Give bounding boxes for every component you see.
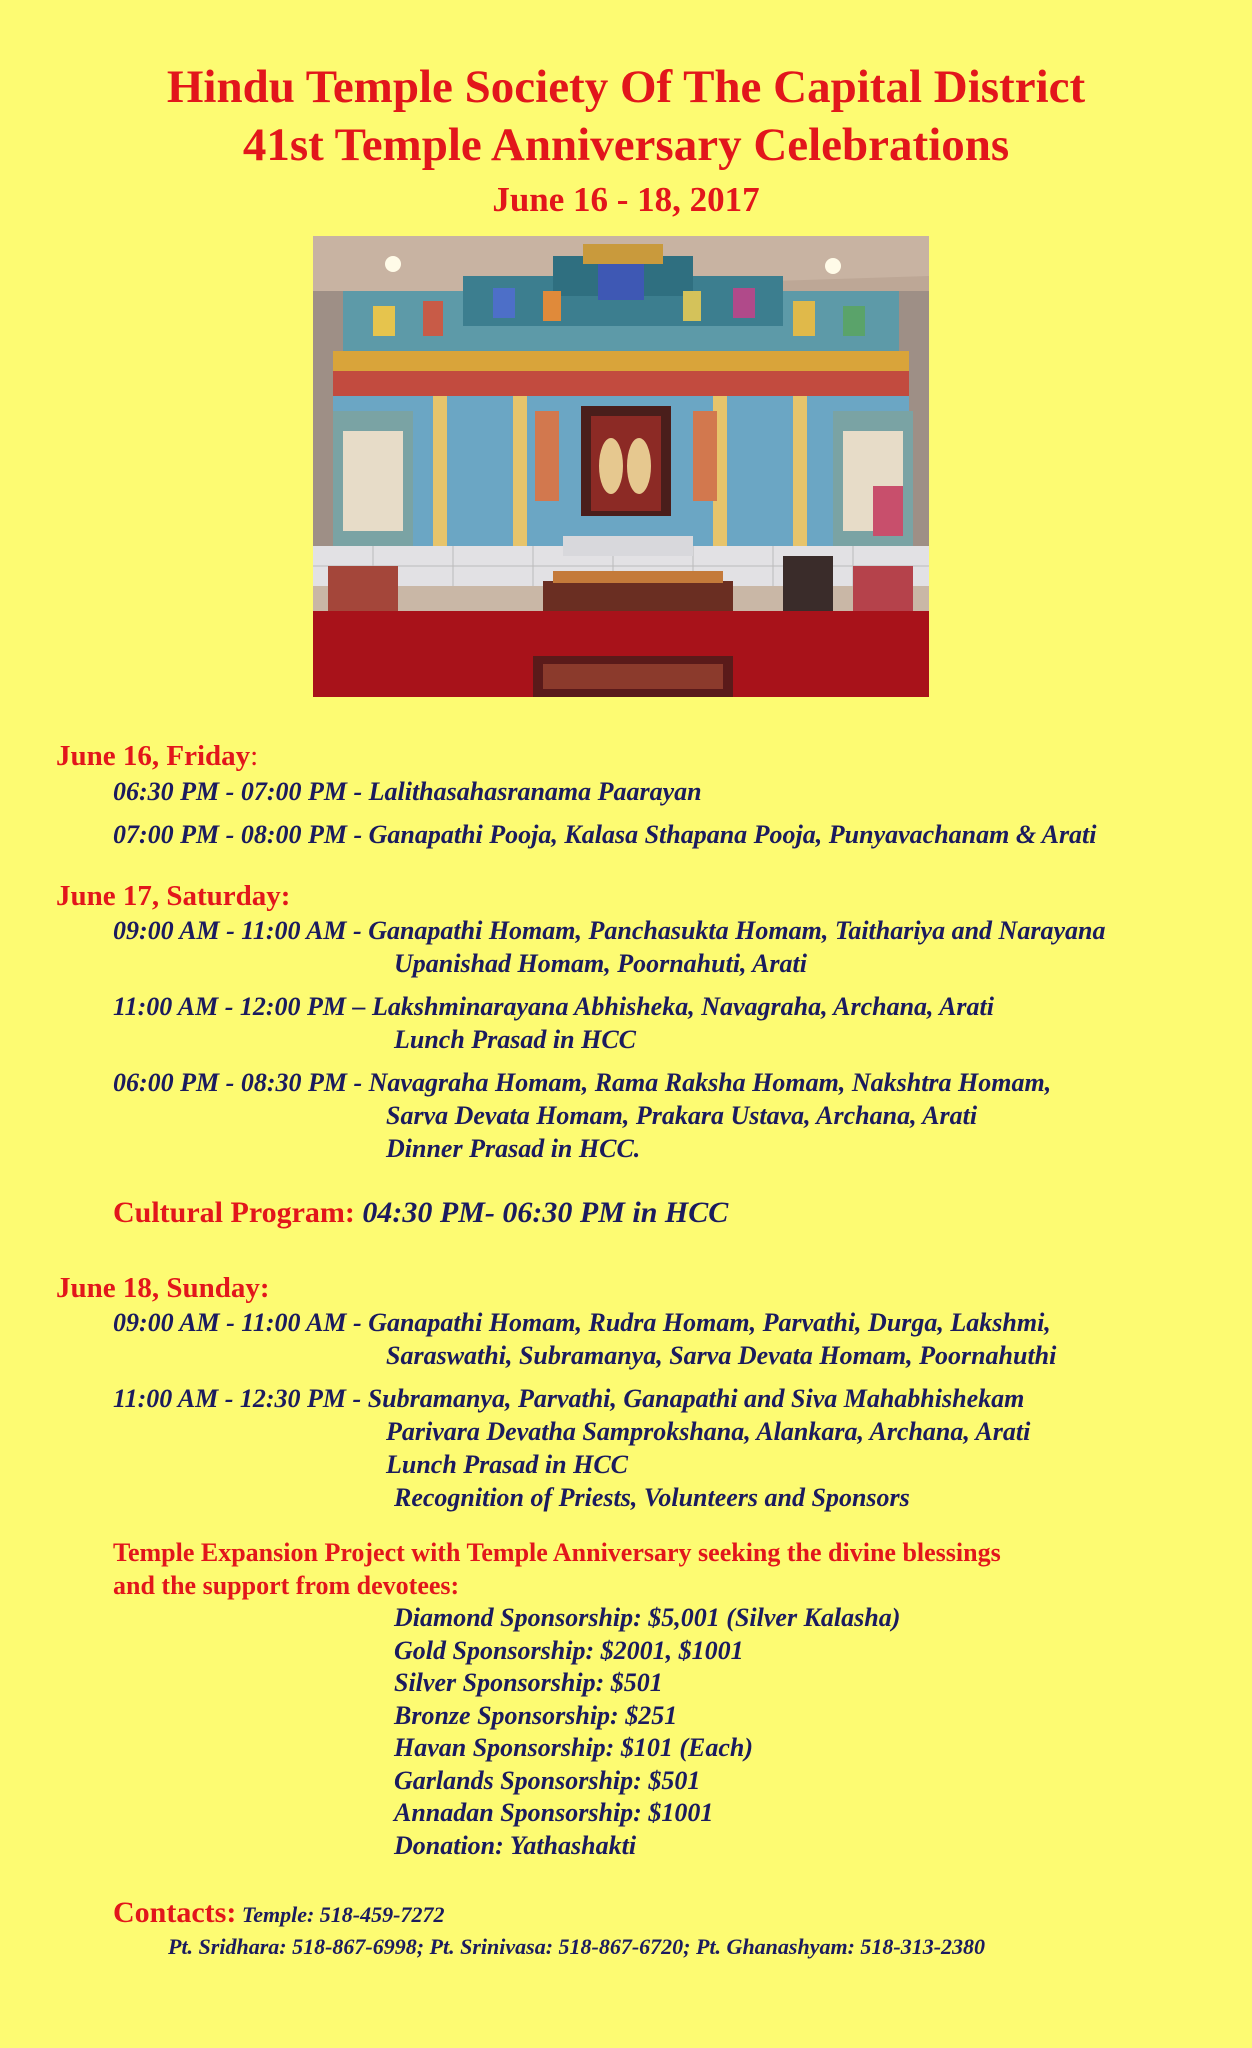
poster-title: Hindu Temple Society Of The Capital District [166, 61, 1086, 113]
day2-heading: June 17, Saturday: [56, 880, 291, 912]
priest-contacts: Pt. Sridhara: 518-867-6998; Pt. Srinivasa: 518-867-6720; Pt. Ghanashyam: 518-313-2380 [168, 1934, 986, 1959]
day1-item-1: 06:30 PM - 07:00 PM - Lalithasahasranama Paarayan [113, 777, 702, 806]
day3-item1-line1: 09:00 AM - 11:00 AM - Ganapathi Homam, Rudra Homam, Parvathi, Durga, Lakshmi, [113, 1308, 1051, 1337]
day2-item3-line1: 06:00 PM - 08:30 PM - Navagraha Homam, Rama Raksha Homam, Nakshtra Homam, [113, 1068, 1052, 1097]
temple-photo [313, 236, 929, 697]
sponsorship-bronze: Bronze Sponsorship: $251 [394, 1701, 678, 1730]
sponsorship-silver: Silver Sponsorship: $501 [394, 1668, 663, 1697]
day2-item1-line2: Upanishad Homam, Poornahuti, Arati [394, 949, 807, 978]
sponsorship-gold: Gold Sponsorship: $2001, $1001 [394, 1636, 744, 1665]
expansion-line2: and the support from devotees: [113, 1571, 460, 1600]
sponsorship-diamond: Diamond Sponsorship: $5,001 (Silver Kalasha) [394, 1603, 901, 1632]
day1-heading: June 16, Friday: [56, 740, 259, 772]
sponsorship-havan: Havan Sponsorship: $101 (Each) [394, 1733, 753, 1762]
day2-item3-line2: Sarva Devata Homam, Prakara Ustava, Archana, Arati [386, 1101, 978, 1130]
day3-item2-line2: Parivara Devatha Samprokshana, Alankara, Archana, Arati [386, 1417, 1031, 1446]
sponsorship-garlands: Garlands Sponsorship: $501 [394, 1766, 701, 1795]
day2-item1-line1: 09:00 AM - 11:00 AM - Ganapathi Homam, Panchasukta Homam, Taithariya and Narayana [113, 916, 1106, 945]
day3-item2-line4: Recognition of Priests, Volunteers and Sponsors [394, 1483, 910, 1512]
event-dates: June 16 - 18, 2017 [492, 180, 760, 219]
contacts: Contacts: Temple: 518-459-7272 [113, 1896, 445, 1929]
sponsorship-annadan: Annadan Sponsorship: $1001 [394, 1798, 714, 1827]
day2-item2-line1: 11:00 AM - 12:00 PM – Lakshminarayana Abhisheka, Navagraha, Archana, Arati [113, 992, 994, 1021]
day1-item-2: 07:00 PM - 08:00 PM - Ganapathi Pooja, Kalasa Sthapana Pooja, Punyavachanam & Arati [113, 820, 1097, 849]
day3-item2-line3: Lunch Prasad in HCC [386, 1450, 629, 1479]
poster-subtitle: 41st Temple Anniversary Celebrations [242, 119, 1010, 171]
donation: Donation: Yathashakti [394, 1831, 637, 1860]
day3-item2-line1: 11:00 AM - 12:30 PM - Subramanya, Parvathi, Ganapathi and Siva Mahabhishekam [113, 1384, 1025, 1413]
day2-item2-line2: Lunch Prasad in HCC [394, 1025, 637, 1054]
cultural-program: Cultural Program: 04:30 PM- 06:30 PM in HCC [113, 1196, 729, 1229]
day3-heading: June 18, Sunday: [56, 1272, 270, 1304]
day2-item3-line3: Dinner Prasad in HCC. [386, 1134, 641, 1163]
day3-item1-line2: Saraswathi, Subramanya, Sarva Devata Homam, Poornahuthi [386, 1341, 1057, 1370]
expansion-line1: Temple Expansion Project with Temple Anniversary seeking the divine blessings [113, 1538, 1001, 1567]
